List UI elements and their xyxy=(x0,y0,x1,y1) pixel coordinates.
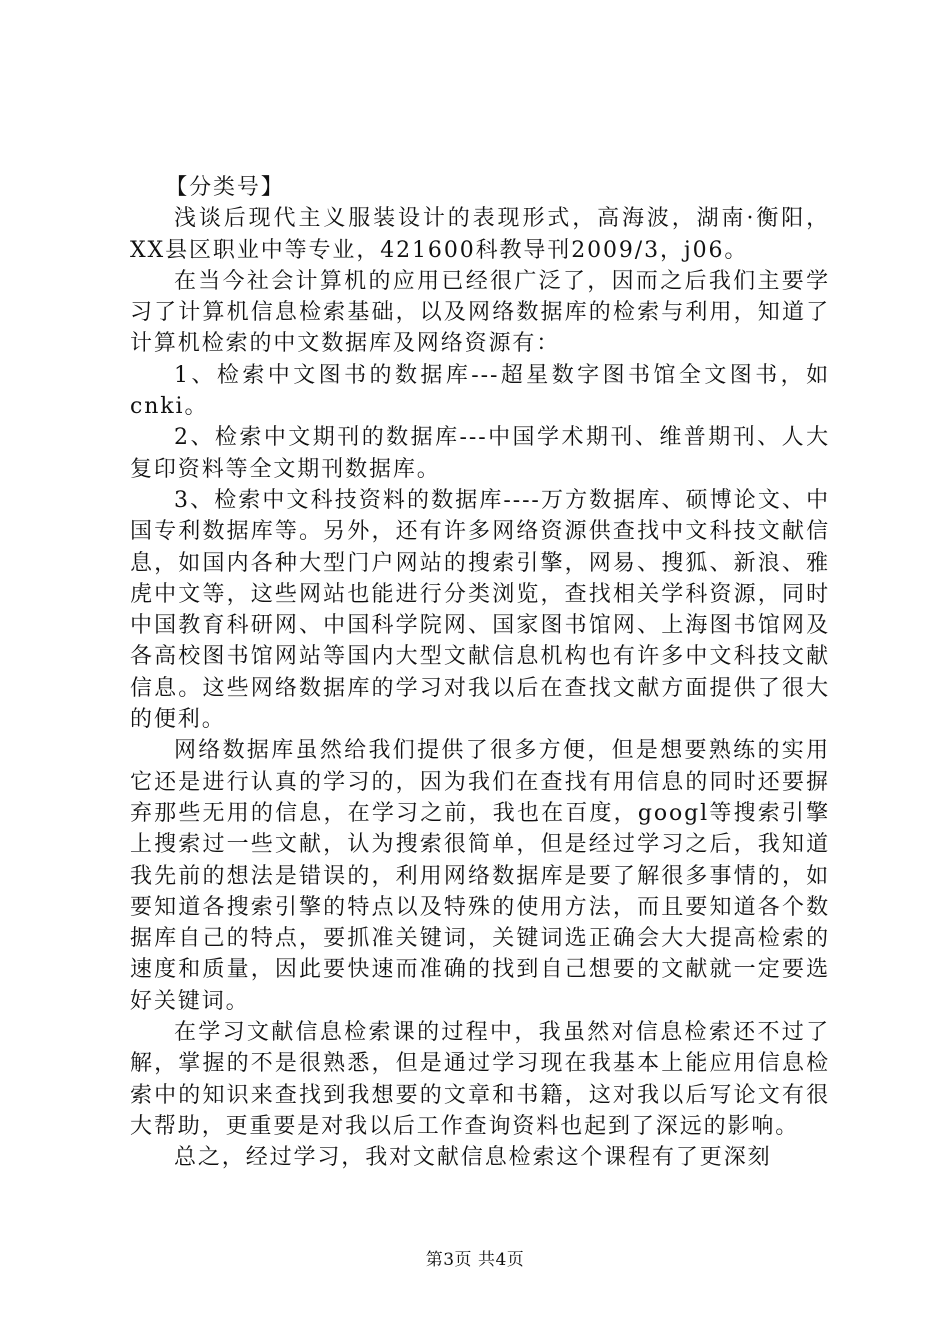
list-item-science: 3、检索中文科技资料的数据库----万方数据库、硕博论文、中国专利数据库等。另外，还有许多网络资源供查找中文科技文献信息，如国内各种大型门户网站的搜索引擎，网易、搜狐、新浪、雅虎中文等，这些网站也能进行分类浏览，查找相关学科资源，同时中国教育科研网、中国科学院网、国家图书馆网、上海图书馆网及各高校图书馆网站等国内大型文献信息机构也有许多中文科技文献信息。这些网络数据库的学习对我以后在查找文献方面提供了很大的便利。 xyxy=(130,487,830,733)
conclusion-paragraph: 总之，经过学习，我对文献信息检索这个课程有了更深刻 xyxy=(174,1145,772,1171)
list-item-books: 1、检索中文图书的数据库---超星数字图书馆全文图书，如cnki。 xyxy=(130,362,830,420)
list-item-journals: 2、检索中文期刊的数据库---中国学术期刊、维普期刊、人大复印资料等全文期刊数据库。 xyxy=(130,425,830,482)
page-number-footer: 第3页 共4页 xyxy=(425,1250,525,1270)
intro-paragraph: 在当今社会计算机的应用已经很广泛了，因而之后我们主要学习了计算机信息检索基础，以及网络数据库的检索与利用，知道了计算机检索的中文数据库及网络资源有： xyxy=(130,268,830,357)
database-learning-paragraph: 网络数据库虽然给我们提供了很多方便，但是想要熟练的实用它还是进行认真的学习的，因为我们在查找有用信息的同时还要摒弃那些无用的信息，在学习之前，我也在百度，googl等搜索引擎上搜索过一些文献，认为搜索很简单，但是经过学习之后，我知道我先前的想法是错误的，利用网络数据库是要了解很多事情的，如要知道各搜索引擎的特点以及特殊的使用方法，而且要知道各个数据库自己的特点，要抓准关键词，关键词选正确会大大提高检索的速度和质量，因此要快速而准确的找到自己想要的文献就一定要选好关键词。 xyxy=(130,738,830,1014)
course-reflection-paragraph: 在学习文献信息检索课的过程中，我虽然对信息检索还不过了解，掌握的不是很熟悉，但是通过学习现在我基本上能应用信息检索中的知识来查找到我想要的文章和书籍，这对我以后写论文有很大帮助，更重要是对我以后工作查询资料也起到了深远的影响。 xyxy=(130,1020,830,1139)
classification-heading: 【分类号】 xyxy=(165,175,285,200)
document-body xyxy=(130,172,830,1174)
citation-paragraph: 浅谈后现代主义服装设计的表现形式，高海波，湖南·衡阳，XX县区职业中等专业，421600科教导刊2009/3，j06。 xyxy=(130,206,830,263)
